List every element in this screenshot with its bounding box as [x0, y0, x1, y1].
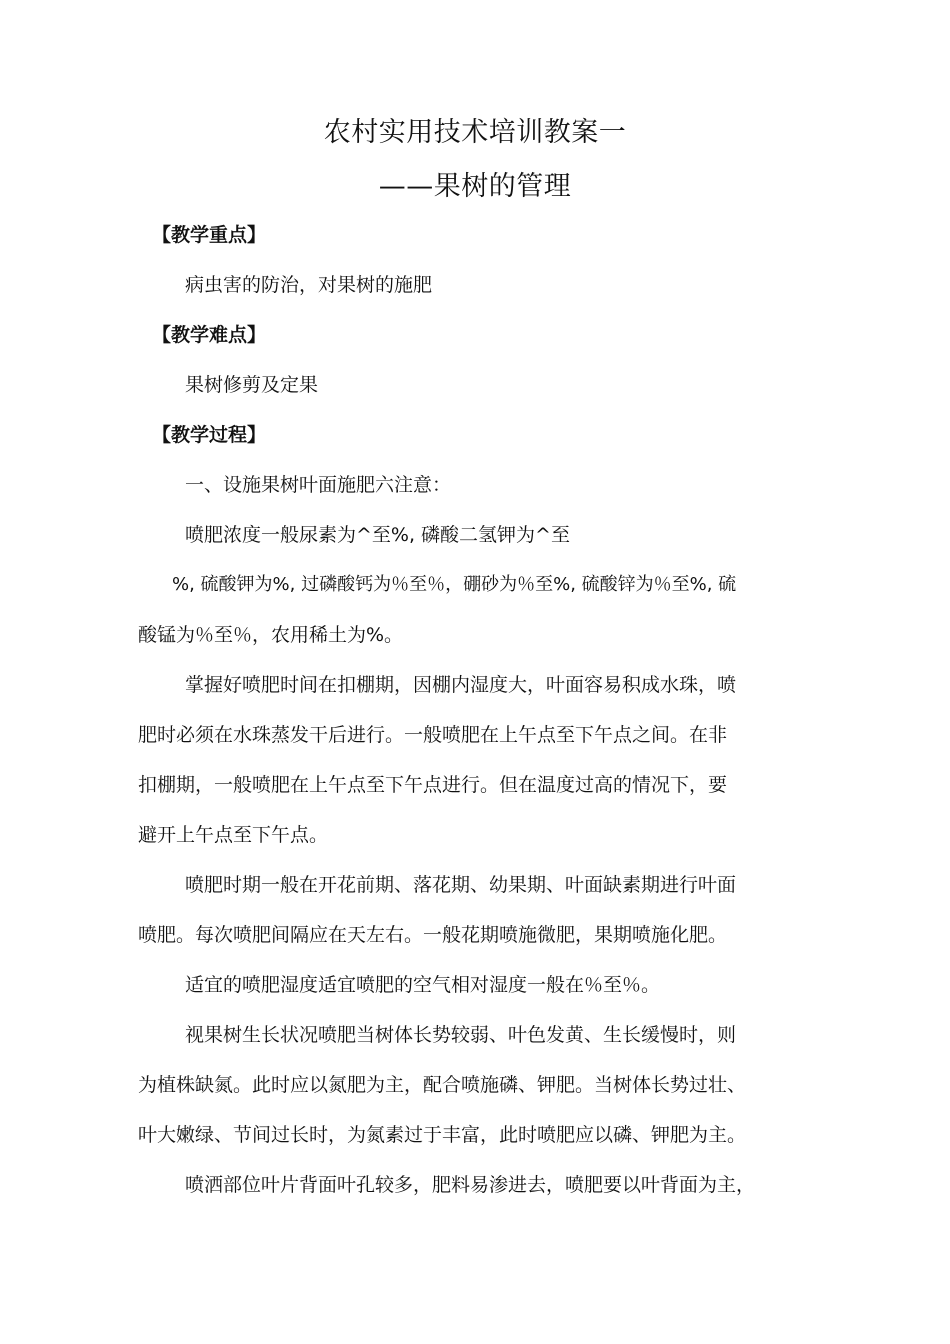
paragraph-line: %, 硫酸钾为%, 过磷酸钙为％至％，硼砂为％至%, 硫酸锌为％至%, 硫: [172, 574, 737, 595]
key-points-content: 病虫害的防治，对果树的施肥: [185, 274, 433, 296]
item1-heading: 一、设施果树叶面施肥六注意：: [185, 474, 452, 496]
paragraph-line: 扣棚期，一般喷肥在上午点至下午点进行。但在温度过高的情况下，要: [138, 774, 728, 796]
document-subtitle: ——果树的管理: [378, 171, 572, 202]
paragraph-line: 喷洒部位叶片背面叶孔较多，肥料易渗进去，喷肥要以叶背面为主，: [185, 1174, 756, 1196]
paragraph-line: 避开上午点至下午点。: [138, 824, 329, 846]
process-heading: 【教学过程】: [152, 424, 267, 446]
key-points-heading: 【教学重点】: [152, 224, 267, 246]
paragraph-line: 视果树生长状况喷肥当树体长势较弱、叶色发黄、生长缓慢时，则: [185, 1024, 737, 1046]
difficult-points-heading: 【教学难点】: [152, 324, 267, 346]
paragraph-line: 喷肥浓度一般尿素为^至%, 磷酸二氢钾为^至: [185, 524, 570, 546]
paragraph-line: 叶大嫩绿、节间过长时，为氮素过于丰富，此时喷肥应以磷、钾肥为主。: [138, 1124, 747, 1146]
paragraph-line: 酸锰为％至％，农用稀土为%。: [138, 624, 404, 646]
document-title: 农村实用技术培训教案一: [323, 117, 627, 148]
paragraph-line: 掌握好喷肥时间在扣棚期，因棚内湿度大，叶面容易积成水珠，喷: [185, 674, 737, 696]
difficult-points-content: 果树修剪及定果: [185, 374, 319, 396]
paragraph-line: 喷肥。每次喷肥间隔应在天左右。一般花期喷施微肥，果期喷施化肥。: [138, 924, 728, 946]
paragraph-line: 喷肥时期一般在开花前期、落花期、幼果期、叶面缺素期进行叶面: [185, 874, 737, 896]
paragraph-line: 肥时必须在水珠蒸发干后进行。一般喷肥在上午点至下午点之间。在非: [138, 724, 728, 746]
paragraph-line: 适宜的喷肥湿度适宜喷肥的空气相对湿度一般在％至％。: [185, 974, 661, 996]
paragraph-line: 为植株缺氮。此时应以氮肥为主，配合喷施磷、钾肥。当树体长势过壮、: [138, 1074, 747, 1096]
